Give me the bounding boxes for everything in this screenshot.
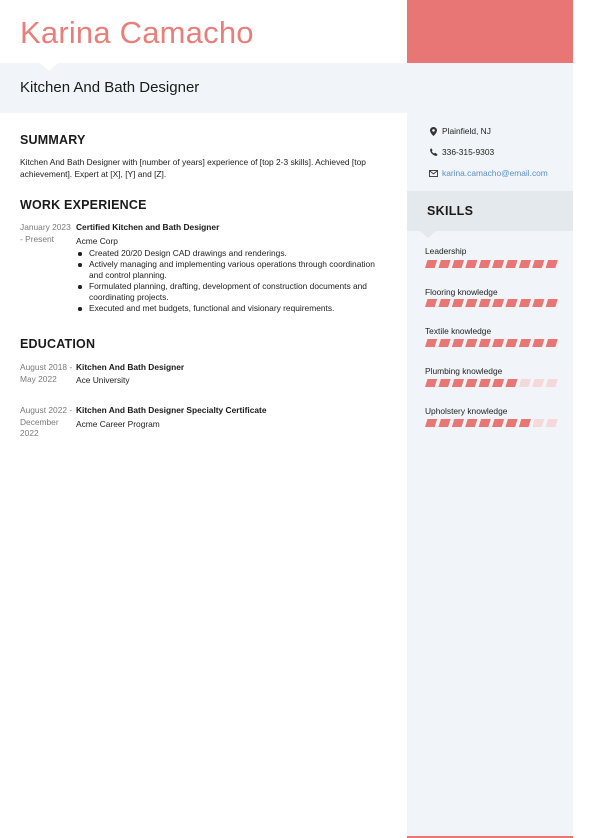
education-title: Kitchen And Bath Designer Specialty Certificate	[76, 405, 267, 415]
skill-segment-filled	[492, 260, 504, 268]
skill-segment-filled	[519, 260, 531, 268]
header-notch	[40, 63, 58, 71]
skill-segment-filled	[519, 419, 531, 427]
education-date: August 2022 - December 2022	[20, 405, 73, 438]
skill-segment-filled	[519, 299, 531, 307]
skill-name: Textile knowledge	[425, 326, 492, 336]
summary-text: Kitchen And Bath Designer with [number of years] experience of [top 2-3 skills]. Achieved [top achievement]. Expert at [X], [Y] and [Z].	[20, 157, 366, 179]
skill-segment-empty	[532, 419, 544, 427]
skill-segment-filled	[425, 260, 437, 268]
header-accent-block	[407, 0, 573, 63]
skill-segment-filled	[479, 379, 491, 387]
candidate-name: Karina Camacho	[20, 15, 254, 50]
skill-segment-filled	[546, 260, 558, 268]
job-title: Kitchen And Bath Designer	[20, 79, 200, 96]
skill-bar	[425, 379, 558, 387]
skill-segment-filled	[479, 339, 491, 347]
skill-segment-filled	[438, 260, 450, 268]
skill-bar	[425, 299, 558, 307]
location-text: Plainfield, NJ	[442, 126, 491, 136]
skills-header-notch	[420, 231, 436, 238]
skill-segment-filled	[492, 379, 504, 387]
contact-location	[427, 126, 491, 136]
work-experience-heading: WORK EXPERIENCE	[20, 198, 147, 212]
contact-email[interactable]	[427, 168, 548, 178]
skill-segment-filled	[452, 379, 464, 387]
skill-segment-filled	[452, 299, 464, 307]
list-item: Created 20/20 Design CAD drawings and renderings.	[76, 248, 386, 259]
education-title: Kitchen And Bath Designer	[76, 362, 185, 372]
skill-segment-filled	[438, 419, 450, 427]
skill-segment-filled	[532, 339, 544, 347]
skill-segment-empty	[546, 419, 558, 427]
skill-segment-filled	[479, 260, 491, 268]
envelope-icon	[427, 170, 440, 177]
skill-segment-filled	[465, 260, 477, 268]
education-heading: EDUCATION	[20, 337, 96, 351]
list-item: Formulated planning, drafting, development of construction documents and coordinating projects.	[76, 281, 386, 303]
skill-segment-filled	[505, 299, 517, 307]
skill-segment-filled	[505, 379, 517, 387]
skill-segment-filled	[465, 419, 477, 427]
work-company: Acme Corp	[76, 236, 118, 246]
skill-segment-filled	[452, 260, 464, 268]
skill-segment-filled	[532, 260, 544, 268]
phone-text: 336-315-9303	[442, 147, 495, 157]
list-item: Actively managing and implementing various operations through coordination and control planning.	[76, 259, 386, 281]
skill-segment-filled	[425, 419, 437, 427]
education-institution: Ace University	[76, 375, 130, 385]
skill-segment-filled	[492, 299, 504, 307]
skill-segment-filled	[532, 299, 544, 307]
skill-name: Plumbing knowledge	[425, 366, 503, 376]
education-date: August 2018 - May 2022	[20, 362, 73, 384]
work-title: Certified Kitchen and Bath Designer	[76, 222, 220, 232]
contact-phone	[427, 147, 494, 157]
skill-segment-filled	[425, 339, 437, 347]
skill-bar	[425, 339, 558, 347]
skill-segment-filled	[505, 339, 517, 347]
skill-segment-filled	[465, 299, 477, 307]
skill-segment-filled	[465, 339, 477, 347]
work-date: January 2023 - Present	[20, 222, 71, 244]
phone-icon	[427, 148, 440, 156]
skill-segment-filled	[425, 299, 437, 307]
skill-segment-empty	[519, 379, 531, 387]
education-institution: Acme Career Program	[76, 419, 160, 429]
skill-segment-filled	[438, 299, 450, 307]
skill-name: Flooring knowledge	[425, 287, 498, 297]
skill-segment-filled	[492, 419, 504, 427]
location-pin-icon	[427, 127, 440, 136]
list-item: Executed and met budgets, functional and visionary requirements.	[76, 303, 386, 314]
skill-segment-filled	[505, 260, 517, 268]
skill-name: Upholstery knowledge	[425, 406, 508, 416]
skill-segment-filled	[479, 299, 491, 307]
skill-segment-filled	[546, 339, 558, 347]
skill-segment-filled	[492, 339, 504, 347]
email-link[interactable]: karina.camacho@email.com	[442, 168, 548, 178]
skill-segment-filled	[438, 339, 450, 347]
skill-segment-filled	[452, 419, 464, 427]
summary-heading: SUMMARY	[20, 133, 86, 147]
skill-segment-filled	[546, 299, 558, 307]
skill-segment-empty	[532, 379, 544, 387]
skill-segment-empty	[546, 379, 558, 387]
skill-segment-filled	[425, 379, 437, 387]
work-bullet-list	[76, 248, 386, 314]
skill-segment-filled	[519, 339, 531, 347]
skill-segment-filled	[452, 339, 464, 347]
skill-segment-filled	[465, 379, 477, 387]
skill-segment-filled	[479, 419, 491, 427]
skill-segment-filled	[505, 419, 517, 427]
skill-bar	[425, 260, 558, 268]
skills-heading: SKILLS	[427, 204, 474, 218]
skill-bar	[425, 419, 558, 427]
skill-name: Leadership	[425, 246, 467, 256]
skill-segment-filled	[438, 379, 450, 387]
